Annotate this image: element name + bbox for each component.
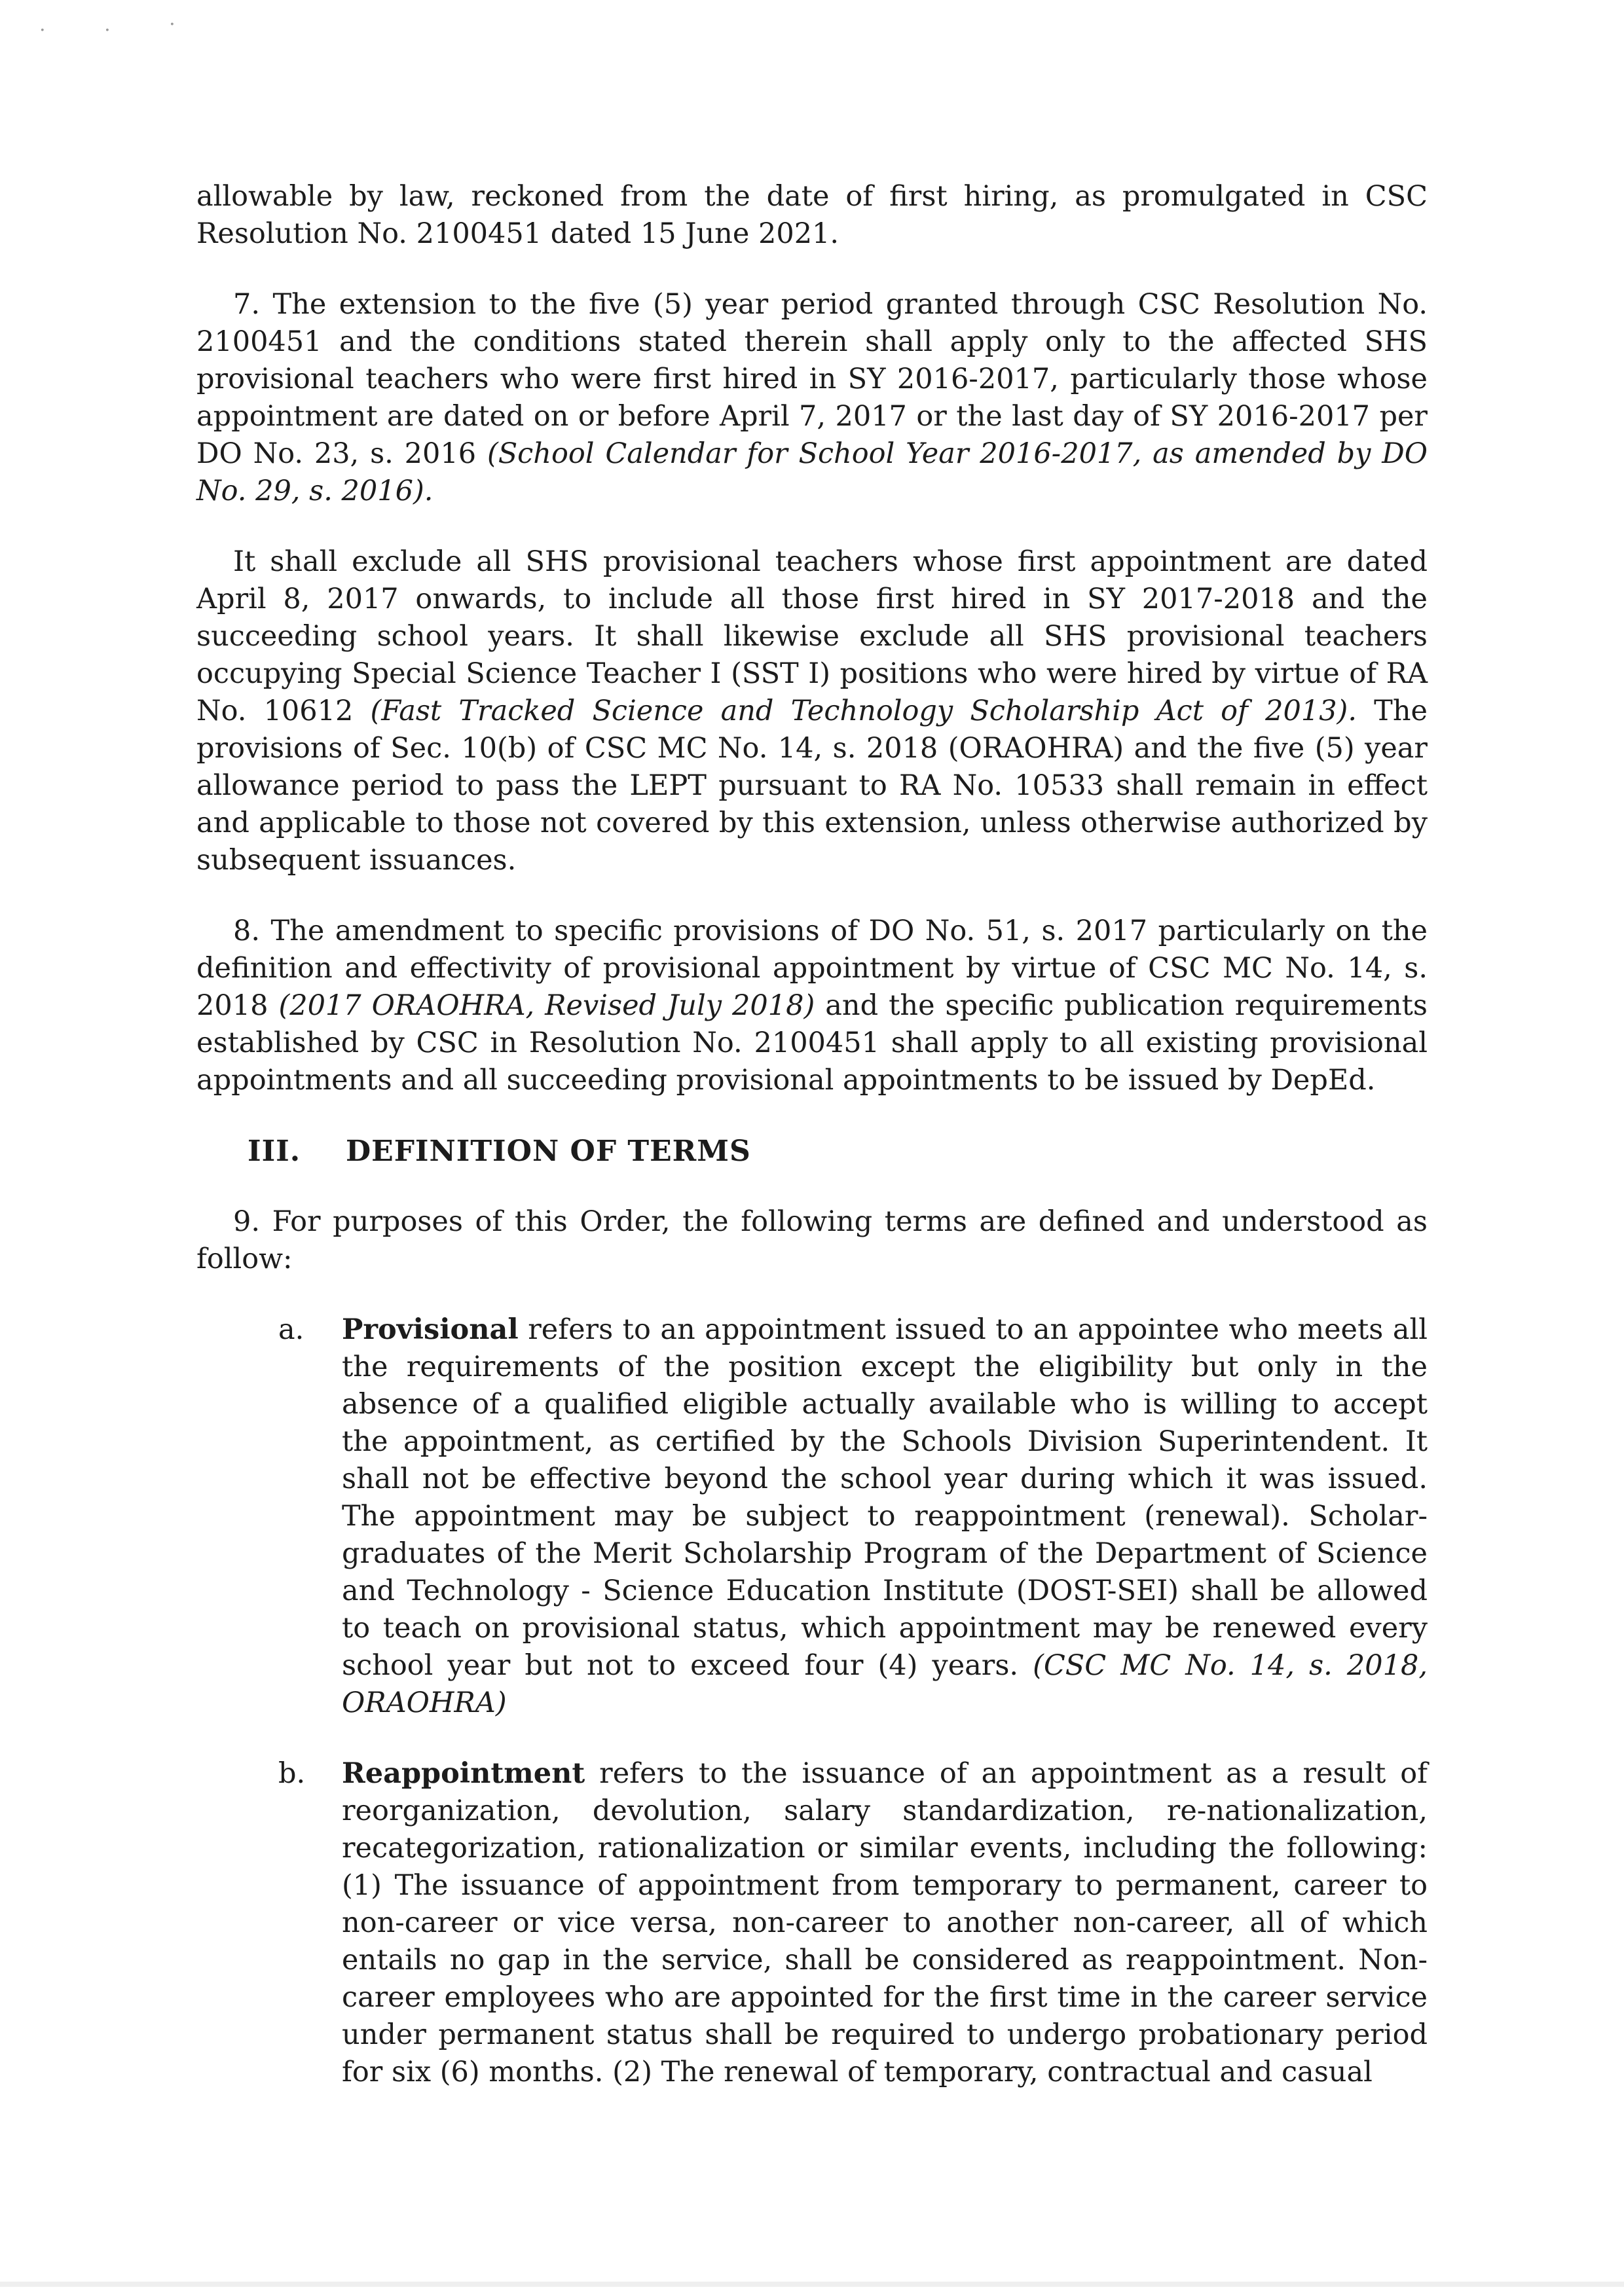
paragraph-7b-text-2: The provisions of Sec. 10(b) of CSC MC No. 14, s. 2018 (ORAOHRA) and the five (5) year allowance period to pass the LEPT pursuant to RA No. 10533 shall remain in effect and applicable to those not covered by this extension, unless otherwise authorized by subsequent issuances. bbox=[196, 695, 1428, 877]
definition-citation: (CSC MC No. 14, s. 2018, ORAOHRA) bbox=[342, 1649, 1428, 1719]
paragraph-7 bbox=[196, 286, 1428, 510]
definition-item bbox=[278, 1311, 1428, 1722]
paragraph-7-text: 7. The extension to the five (5) year period granted through CSC Resolution No. 2100451 and the conditions stated therein shall apply only to the affected SHS provisional teachers who were first hired in SY 2016-2017, particularly those whose appointment are dated on or before April 7, 2017 or the last day of SY 2016-2017 per DO No. 23, s. 2016 bbox=[196, 288, 1428, 470]
paragraph-9: 9. For purposes of this Order, the following terms are defined and understood as follow: bbox=[196, 1205, 1428, 1275]
definition-term: Provisional bbox=[342, 1313, 519, 1346]
paragraph-continuation: allowable by law, reckoned from the date of first hiring, as promulgated in CSC Resolution No. 2100451 dated 15 June 2021. bbox=[196, 180, 1428, 250]
scan-marks: . . · bbox=[39, 13, 202, 36]
scan-edge bbox=[0, 2282, 1624, 2287]
paragraph-8-citation: (2017 ORAOHRA, Revised July 2018) bbox=[278, 989, 815, 1022]
section-heading bbox=[248, 1133, 1428, 1170]
paragraph-7-citation: (School Calendar for School Year 2016-2017, as amended by DO No. 29, s. 2016). bbox=[196, 437, 1428, 507]
definition-term: Reappointment bbox=[342, 1757, 585, 1790]
paragraph-7b-text-1: It shall exclude all SHS provisional teachers whose first appointment are dated April 8, 2017 onwards, to include all those first hired in SY 2017-2018 and the succeeding school years. It shall likewise exclude all SHS provisional teachers occupying Special Science Teacher I (SST I) positions who were hired by virtue of RA No. 10612 bbox=[196, 545, 1428, 727]
paragraph-7b-citation: (Fast Tracked Science and Technology Scholarship Act of 2013). bbox=[370, 695, 1357, 727]
section-title: DEFINITION OF TERMS bbox=[346, 1135, 751, 1168]
paragraph-8 bbox=[196, 913, 1428, 1099]
paragraph-7-continued bbox=[196, 543, 1428, 879]
paragraph-8-text-2: and the specific publication requirements established by CSC in Resolution No. 2100451 shall apply to all existing provisional appointments and all succeeding provisional appointments to be issued by DepEd. bbox=[196, 989, 1428, 1097]
section-number: III. bbox=[248, 1135, 301, 1168]
definition-text: refers to an appointment issued to an appointee who meets all the requirements of the position except the eligibility but only in the absence of a qualified eligible actually available who is willing to accept the appointment, as certified by the Schools Division Superintendent. It shall not be effective beyond the school year during which it was issued. The appointment may be subject to reappointment (renewal). Scholar-graduates of the Merit Scholarship Program of the Department of Science and Technology - Science Education Institute (DOST-SEI) shall be allowed to teach on provisional status, which appointment may be renewed every school year but not to exceed four (4) years. bbox=[342, 1313, 1428, 1682]
definition-letter: a. bbox=[278, 1313, 304, 1346]
document-body bbox=[196, 178, 1428, 2124]
paragraph-8-text-1: 8. The amendment to specific provisions of DO No. 51, s. 2017 particularly on the definition and effectivity of provisional appointment by virtue of CSC MC No. 14, s. 2018 bbox=[196, 915, 1428, 1022]
definition-letter: b. bbox=[278, 1757, 306, 1790]
definition-item bbox=[278, 1755, 1428, 2091]
definition-text: refers to the issuance of an appointment as a result of reorganization, devolution, salary standardization, re-nationalization, recategorization, rationalization or similar events, including the following: (1) The issuance of appointment from temporary to permanent, career to non-career or vice versa, non-career to another non-career, all of which entails no gap in the service, shall be considered as reappointment. Non-career employees who are appointed for the first time in the career service under permanent status shall be required to undergo probationary period for six (6) months. (2) The renewal of temporary, contractual and casual bbox=[342, 1757, 1428, 2088]
definition-list bbox=[278, 1311, 1428, 2091]
